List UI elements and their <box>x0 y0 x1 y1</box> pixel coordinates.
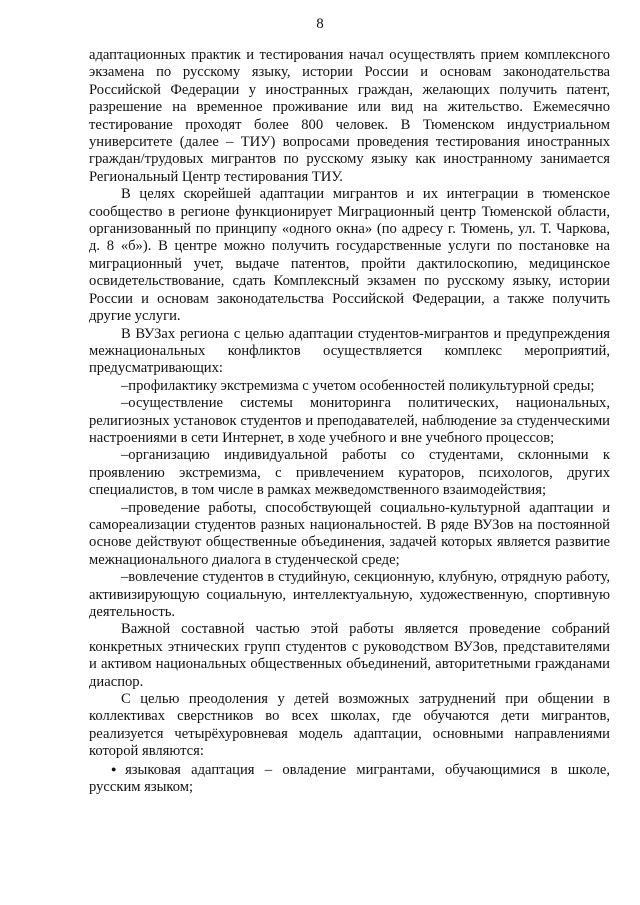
list-item-sociocultural-adaptation: –проведение работы, способствующей социально-культурной адаптации и самореализации студентов разных национальностей. В ряде ВУЗов на постоянной основе действуют общественные объединения, задачей которых является развитие межнационального диалога в студенческой среде; <box>89 499 610 568</box>
paragraph-universities-measures: В ВУЗах региона с целью адаптации студентов-мигрантов и предупреждения межнациональных конфликтов осуществляется комплекс мероприятий, предусматривающих: <box>89 325 610 377</box>
paragraph-ethnic-group-meetings: Важной составной частью этой работы является проведение собраний конкретных этнических групп студентов с руководством ВУЗов, представителями и активом национальных общественных объединений, авторитетными гражданами диаспор. <box>89 621 610 690</box>
paragraph-school-adaptation-model: С целью преодоления у детей возможных затруднений при общении в коллективах сверстников во всех школах, где обучаются дети мигрантов, реализуется четырёхуровневая модель адаптации, основными направлениями которой являются: <box>89 691 610 760</box>
bullet-item-language-adaptation <box>89 761 610 797</box>
paragraph-migration-center: В целях скорейшей адаптации мигрантов и их интеграции в тюменское сообщество в регионе функционирует Миграционный центр Тюменской области, организованный по принципу «одного окна» (по адресу г. Тюмень, ул. Т. Чаркова, д. 8 «б»). В центре можно получить государственные услуги по постановке на миграционный учет, выдаче патентов, пройти дактилоскопию, медицинское освидетельствование, сдать Комплексный экзамен по русскому языку, истории России и основам законодательства Российской Федерации, а также получить другие услуги. <box>89 186 610 325</box>
list-item-extremism-prevention: –профилактику экстремизма с учетом особенностей поликультурной среды; <box>121 377 595 394</box>
list-item-individual-work: –организацию индивидуальной работы со студентами, склонными к проявлению экстремизма, с привлечением кураторов, психологов, других специалистов, в том числе в рамках межведомственного взаимодействия; <box>89 447 610 499</box>
paragraph-testing-center: адаптационных практик и тестирования начал осуществлять прием комплексного экзамена по русскому языку, истории России и основам законодательства Российской Федерации у иностранных граждан, желающих получить патент, разрешение на временное проживание или вид на жительство. Ежемесячно тестирование проходят более 800 человек. В Тюменском индустриальном университете (далее – ТИУ) вопросами проведения тестирования иностранных граждан/трудовых мигрантов по русскому языку как иностранному занимается Региональный Центр тестирования ТИУ. <box>89 47 610 185</box>
document-body <box>89 47 610 796</box>
bullet-icon: ● <box>111 763 124 774</box>
list-item-monitoring-system: –осуществление системы мониторинга политических, национальных, религиозных установок студентов и преподавателей, наблюдение за студенческими настроениями в сети Интернет, в ходе учебного и вне учебного процессов; <box>89 395 610 446</box>
bullet-item-text: языковая адаптация – овладение мигрантами, обучающимися в школе, русским языком; <box>89 761 610 796</box>
list-item-student-involvement: –вовлечение студентов в студийную, секционную, клубную, отрядную работу, активизирующую социальную, интеллектуальную, художественную, спортивную деятельность. <box>89 569 610 620</box>
page-number: 8 <box>316 16 324 32</box>
